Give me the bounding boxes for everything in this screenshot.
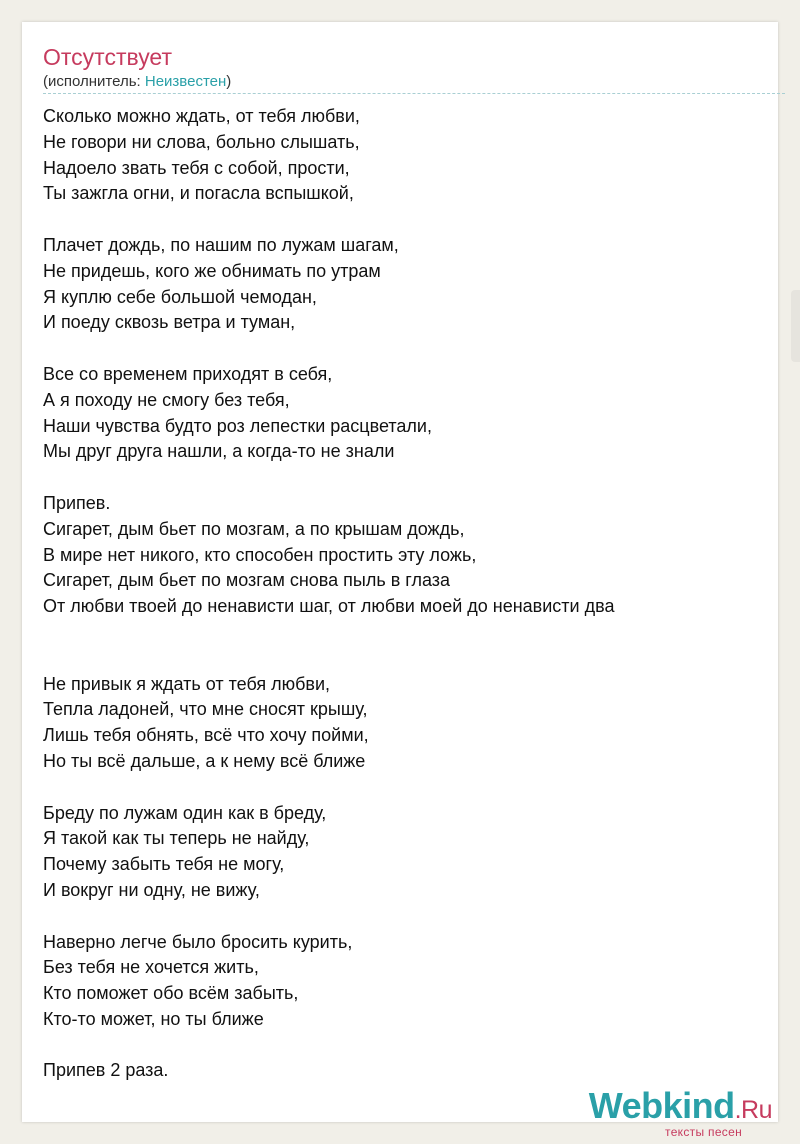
- lyric-line: От любви твоей до ненависти шаг, от любви моей до ненависти два: [43, 596, 615, 617]
- lyric-line: В мире нет никого, кто способен простить эту ложь,: [43, 544, 477, 565]
- logo-wordmark: [588, 1085, 772, 1128]
- artist-suffix: ): [226, 73, 232, 90]
- lyric-line: Плачет дождь, по нашим по лужам шагам,: [43, 234, 399, 255]
- lyric-line: Не привык я ждать от тебя любви,: [43, 673, 331, 694]
- lyric-line: Бреду по лужам один как в бреду,: [43, 802, 327, 823]
- stanza-gap: [43, 465, 614, 491]
- lyric-line: Наши чувства будто роз лепестки расцветали,: [43, 415, 432, 436]
- stanza-gap: [43, 207, 614, 233]
- lyric-line: Сигарет, дым бьет по мозгам, а по крышам дождь,: [43, 518, 465, 539]
- stanza-gap: [43, 1033, 614, 1059]
- lyric-line: Без тебя не хочется жить,: [43, 957, 259, 978]
- lyric-line: Не говори ни слова, больно слышать,: [43, 131, 360, 152]
- lyric-line: Сигарет, дым бьет по мозгам снова пыль в глаза: [43, 570, 451, 591]
- lyric-line: Тепла ладоней, что мне сносят крышу,: [43, 699, 368, 720]
- site-logo[interactable]: [588, 1085, 772, 1139]
- logo-tagline: тексты песен: [665, 1125, 742, 1139]
- lyric-line: Но ты всё дальше, а к нему всё ближе: [43, 750, 366, 771]
- lyric-line: И поеду сквозь ветра и туман,: [43, 312, 296, 333]
- stanza-gap: [43, 620, 614, 646]
- stanza-gap: [43, 336, 614, 362]
- logo-name: Webkind: [588, 1085, 735, 1126]
- lyric-line: Припев.: [43, 492, 111, 513]
- lyric-line: Лишь тебя обнять, всё что хочу пойми,: [43, 725, 369, 746]
- song-title: Отсутствует: [43, 44, 172, 70]
- scrollbar-handle[interactable]: [791, 290, 800, 362]
- lyric-line: Кто-то может, но ты ближе: [43, 1008, 264, 1029]
- artist-line: [43, 72, 231, 92]
- header-divider: [43, 93, 785, 94]
- lyric-line: А я походу не смогу без тебя,: [43, 389, 290, 410]
- lyric-line: Припев 2 раза.: [43, 1060, 169, 1081]
- artist-prefix: (исполнитель:: [43, 73, 145, 90]
- stanza-gap: [43, 646, 614, 672]
- lyric-line: Все со временем приходят в себя,: [43, 363, 333, 384]
- lyrics-text: [43, 104, 614, 1084]
- lyric-line: Не придешь, кого же обнимать по утрам: [43, 260, 381, 281]
- lyric-line: Я такой как ты теперь не найду,: [43, 828, 310, 849]
- lyric-line: Я куплю себе большой чемодан,: [43, 286, 317, 307]
- artist-link[interactable]: Неизвестен: [144, 73, 227, 90]
- logo-tld: .Ru: [734, 1096, 772, 1124]
- lyric-line: Мы друг друга нашли, а когда-то не знали: [43, 441, 395, 462]
- lyric-line: Сколько можно ждать, от тебя любви,: [43, 106, 360, 126]
- lyric-line: Надоело звать тебя с собой, прости,: [43, 157, 350, 178]
- lyric-line: Наверно легче было бросить курить,: [43, 931, 353, 952]
- lyric-line: И вокруг ни одну, не вижу,: [43, 879, 260, 900]
- lyric-line: Кто поможет обо всём забыть,: [43, 983, 299, 1004]
- lyric-line: Ты зажгла огни, и погасла вспышкой,: [43, 183, 354, 204]
- lyric-line: Почему забыть тебя не могу,: [43, 854, 285, 875]
- stanza-gap: [43, 775, 614, 801]
- stanza-gap: [43, 904, 614, 930]
